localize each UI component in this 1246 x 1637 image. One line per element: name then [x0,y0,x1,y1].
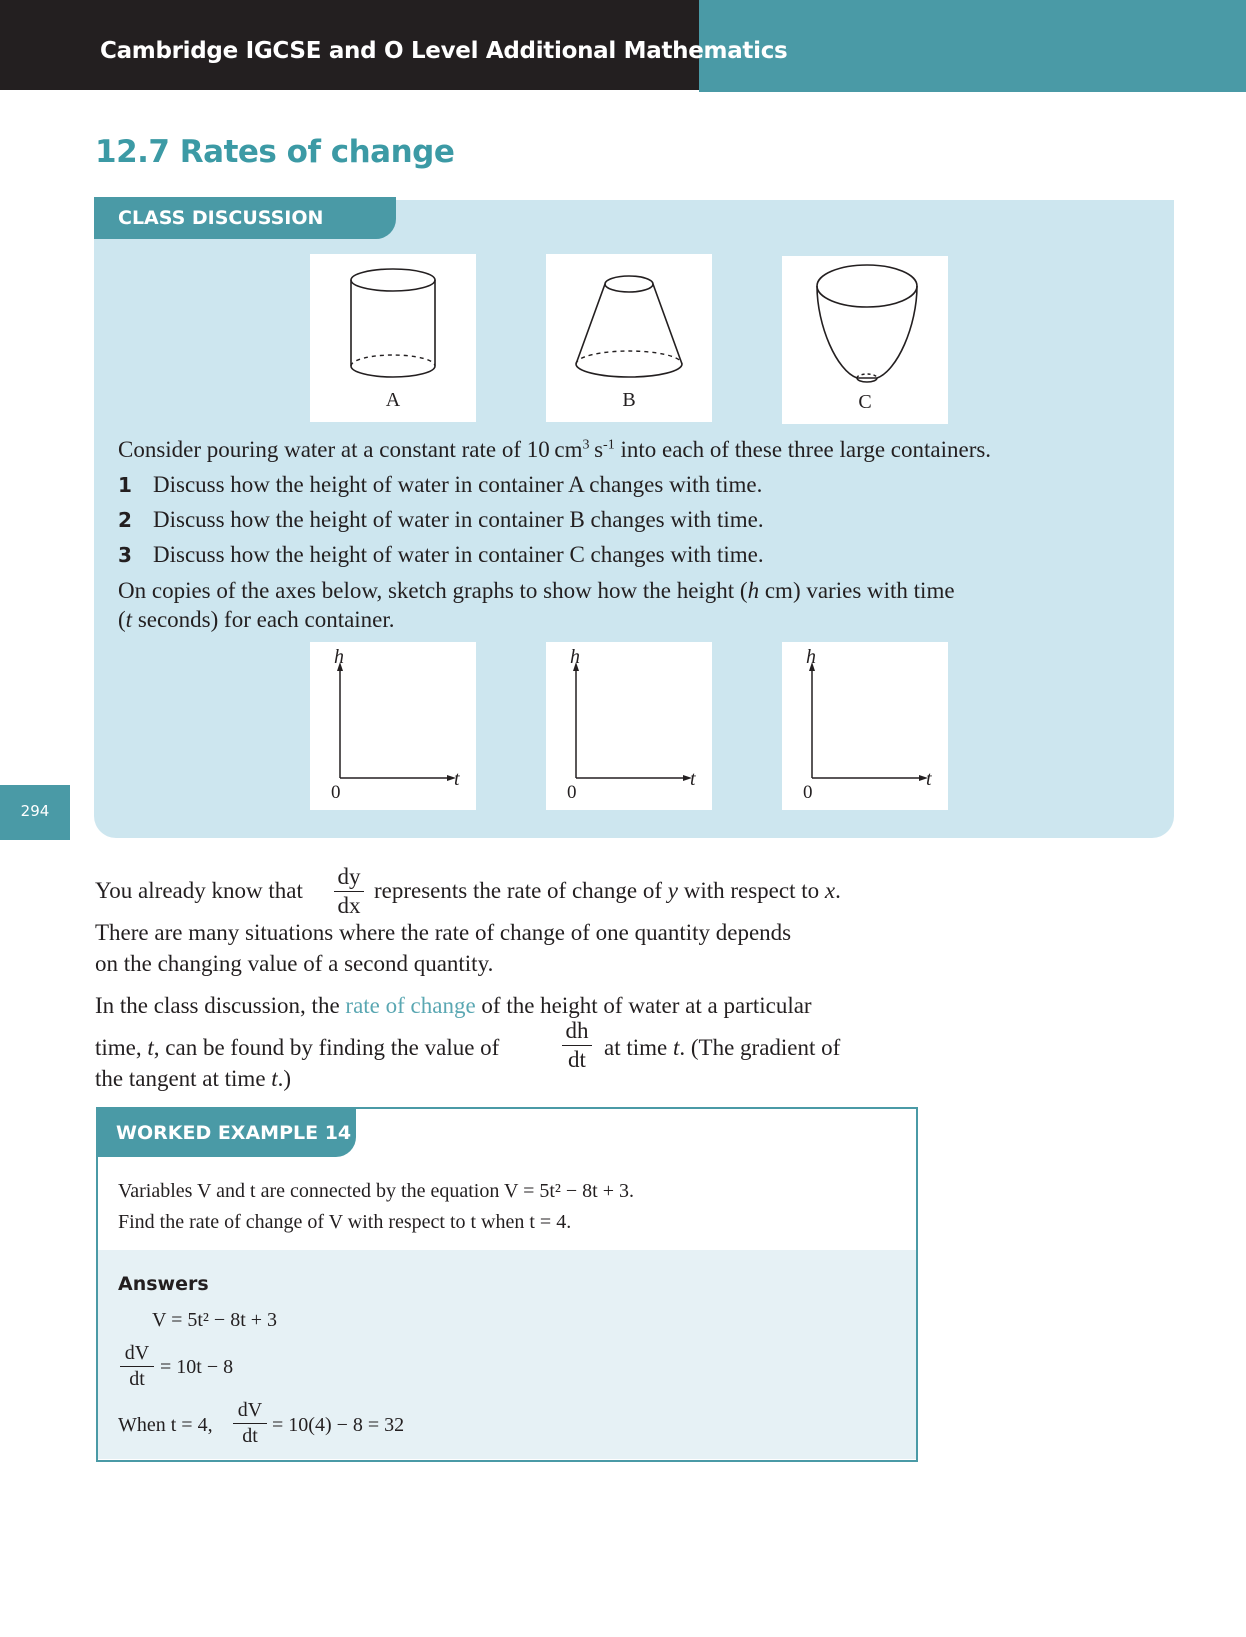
fraction-bar [334,891,364,892]
body-p3-line-2b [604,1035,840,1061]
x-axis-label: t [926,768,932,790]
fraction-numerator: dh [565,1018,589,1043]
page-number: 294 [20,802,50,820]
origin-label: 0 [567,782,577,803]
section-title: 12.7 Rates of change [95,134,455,170]
body-p3-line-2a [95,1035,499,1061]
body-text: time, [95,1035,148,1060]
body-text: . [835,878,841,903]
answer-line-2: = 10t − 8 [160,1356,234,1378]
dv-dt-fraction [233,1399,267,1448]
question-line-2: Find the rate of change of V with respect to t when t = 4. [118,1211,572,1233]
fraction-denominator: dt [129,1368,145,1390]
intro-unit-s: s [589,437,604,462]
dh-dt-fraction [562,1018,592,1073]
container-a-panel [310,254,476,422]
fraction-numerator: dV [237,1399,263,1421]
y-axis-label: h [570,646,580,668]
fraction-denominator: dt [568,1047,586,1072]
sketch-text: seconds) for each container. [132,607,395,632]
sketch-instruction-line-2 [118,607,395,633]
intro-exponent-3: 3 [582,437,590,453]
class-discussion-tab [94,197,396,239]
discussion-intro [118,437,991,463]
dv-dt-fraction [120,1342,154,1391]
origin-label: 0 [331,782,341,803]
body-text: , can be found by finding the value of [153,1035,500,1060]
container-label-c: C [858,391,872,413]
answer-line-1: V = 5t² − 8t + 3 [152,1309,278,1331]
sketch-text: cm) varies with time [759,578,955,603]
body-text: .) [277,1066,292,1091]
body-text: In the class discussion, the [95,993,346,1018]
var-t: t [672,1035,680,1060]
answer-line-3-post: = 10(4) − 8 = 32 [272,1414,405,1436]
container-label-b: B [622,389,636,411]
intro-text-pre: Consider pouring water at a constant rate of 10 cm [118,437,583,462]
body-p3-line-3 [95,1066,291,1092]
axes-panel-a [310,642,476,810]
key-term-rate-of-change: rate of change [345,993,476,1018]
fraction-bar [120,1366,154,1367]
question-line-1: Variables V and t are connected by the equation V = 5t² − 8t + 3. [118,1180,635,1202]
item-number: 1 [118,473,132,497]
container-c-panel [782,256,948,424]
body-text: . (The gradient of [679,1035,841,1060]
body-p2-line-2: on the changing value of a second quantity. [95,951,494,976]
fraction-numerator: dV [124,1342,150,1364]
item-text: Discuss how the height of water in container C changes with time. [153,542,764,567]
var-x: x [824,878,836,903]
worked-example-label: WORKED EXAMPLE 14 [116,1122,352,1144]
answers-heading: Answers [118,1273,209,1295]
intro-exponent-minus-1: -1 [603,437,615,453]
item-number: 2 [118,508,132,532]
discussion-item-3 [118,542,764,568]
var-t: t [147,1035,154,1060]
var-t: t [125,607,133,632]
body-text: represents the rate of change of [374,878,668,903]
origin-label: 0 [803,782,813,803]
body-text: at time [604,1035,673,1060]
body-p1-pre: You already know that [95,878,303,903]
fraction-numerator: dy [337,864,361,889]
body-text: the tangent at time [95,1066,272,1091]
container-label-a: A [385,389,401,411]
var-y: y [667,878,678,903]
body-p3-line-1 [95,993,812,1019]
fraction-denominator: dt [242,1425,258,1447]
item-text: Discuss how the height of water in container B changes with time. [153,507,764,532]
fraction-bar [562,1045,592,1046]
var-t: t [271,1066,278,1091]
body-text: with respect to [677,878,825,903]
sketch-text: ( [118,607,126,632]
body-text: of the height of water at a particular [475,993,812,1018]
discussion-item-1 [118,472,762,498]
body-p1-post [374,878,841,904]
sketch-instruction-line-1 [118,578,955,604]
y-axis-label: h [806,646,816,668]
x-axis-label: t [454,768,460,790]
worked-example-tab [96,1107,356,1157]
y-axis-label: h [334,646,344,668]
fraction-bar [233,1423,267,1424]
discussion-item-2 [118,507,764,533]
fraction-denominator: dx [337,893,361,918]
axes-panel-c [782,642,948,810]
book-title: Cambridge IGCSE and O Level Additional Mathematics [100,38,788,64]
axes-panel-b [546,642,712,810]
page-number-tab [0,785,70,840]
item-text: Discuss how the height of water in container A changes with time. [153,472,763,497]
x-axis-label: t [690,768,696,790]
intro-text-post: into each of these three large containers. [614,437,992,462]
container-b-panel [546,254,712,422]
body-p2-line-1: There are many situations where the rate of change of one quantity depends [95,920,792,945]
class-discussion-label: CLASS DISCUSSION [118,207,324,229]
dy-dx-fraction [334,864,364,919]
answer-line-3-pre: When t = 4, [118,1414,213,1436]
sketch-text: On copies of the axes below, sketch graphs to show how the height ( [118,578,748,603]
answers-panel [98,1250,916,1459]
var-h: h [747,578,760,603]
item-number: 3 [118,543,132,567]
